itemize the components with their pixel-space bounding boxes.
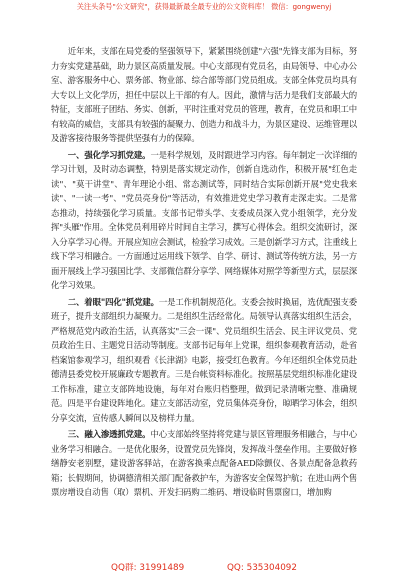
promo-banner: 关注头条号"公文研究"，获得最新最全最专业的公文资料库！ 微信：gongwenyj xyxy=(76,2,332,11)
paragraph-text: 一是工作机制规范化。支委会按时换届，选优配强支委班子，提升支部组织力凝聚力。二是组织生活经常化。局领导认真落实组织生活会，严格规范党内政治生活，认真落实"三会一课"、党员组织生活会、民主评议党员、党员政治生日、主题党日活动等制度。支部书记每年上党课，组织参观教育活动，赴省档案馆参观学习，组织观看《长津湖》电影，接受红色教育。今年还组织全体党员赴德清县委党校开展廉政专题教育。三是台帐资料标准化。按照基层党组织标准化建设工作标准，建立支部阵地设施，每年对台账归档整理，做到记录清晰完整、准确规范。四是平台建设阵地化。建立支部活动室，党员集体亮身份，晾晒学习体会，组织分享交流，宣传感人瞬间以及榜样力量。 xyxy=(51,296,357,423)
section-integration-paragraph xyxy=(51,427,357,500)
section-heading: 二、着眼"四化"抓党建。 xyxy=(67,296,159,307)
qq-number: QQ: 535304092 xyxy=(227,563,297,573)
section-four-modernizations-paragraph xyxy=(51,295,357,426)
section-heading: 三、融入渗透抓党建。 xyxy=(67,429,151,439)
paragraph-text: 一是科学规划，及时跟进学习内容。每年制定一次详细的学习计划，及时动态调整，特别是落实规定动作，创新自选动作，积极开展"红色走读"、"莫干讲堂"、青年理论小组、常态测试等，同时结合实际创新开展"党史我来读"、"一读一考"、"党员亮身份"等活动，有效推进党史学习教育走深走实。二是常态推动，持续强化学习质量。支部书记带头学、支委成员深入党小组领学，充分发挥"头雁"作用。全体党员利用碎片时间自主学习，撰写心得体会。组织交流研讨，深入分享学习心得。开展应知应会测试，检验学习成效。三是创新学习方式，注重线上线下学习相融合。一方面通过运用线下领学、自学、研讨、测试等传统方法，另一方面开展线上学习强国比学、支部微信群分享学、网络媒体对照学等新型方式，层层深化学习效果。 xyxy=(51,149,357,290)
intro-paragraph xyxy=(51,44,357,146)
paragraph-text: 中心支部始终坚持将党建与景区管理服务相融合，与中心业务学习相融合。一是优化服务，设置党员先锋岗，发挥战斗堡垒作用。主要做好修缮静安老别墅，建设游客驿站，在游客换乘点配备AED除颤仪、各景点配备急救药箱；长假期间，协调德清相关部门配备救护车，为游客安全保驾护航；在进山两个售票房增设自动售（取）票机、开发扫码购二维码、增设临时售票窗口，增加购 xyxy=(51,429,357,497)
qq-group-number: QQ群: 31991489 xyxy=(111,563,185,573)
section-study-paragraph xyxy=(51,148,357,293)
section-heading: 一、强化学习抓党建。 xyxy=(67,149,151,160)
contact-footer xyxy=(0,562,408,574)
paragraph-text: 近年来，支部在局党委的坚强领导下，紧紧围绕创建"六强"先锋支部为目标，努力夯实党建基础，助力景区高质量发展。中心支部现有党员名，由局领导、中心办公室、游客服务中心、票务部、物业部、综合部等部门党员组成。支部全体党员均具有大专以上文化学历，担任中层以上干部的有人。因此，激情与活力是我们支部最大的特征，支部班子团结、务实、创新，平时注重对党员的管理，教育，在党员和职工中有较高的威信，支部具有较强的凝聚力、创造力和战斗力，为景区建设、运维管理以及游客接待服务等提供坚强有力的保障。 xyxy=(51,46,357,143)
document-body xyxy=(51,44,357,500)
